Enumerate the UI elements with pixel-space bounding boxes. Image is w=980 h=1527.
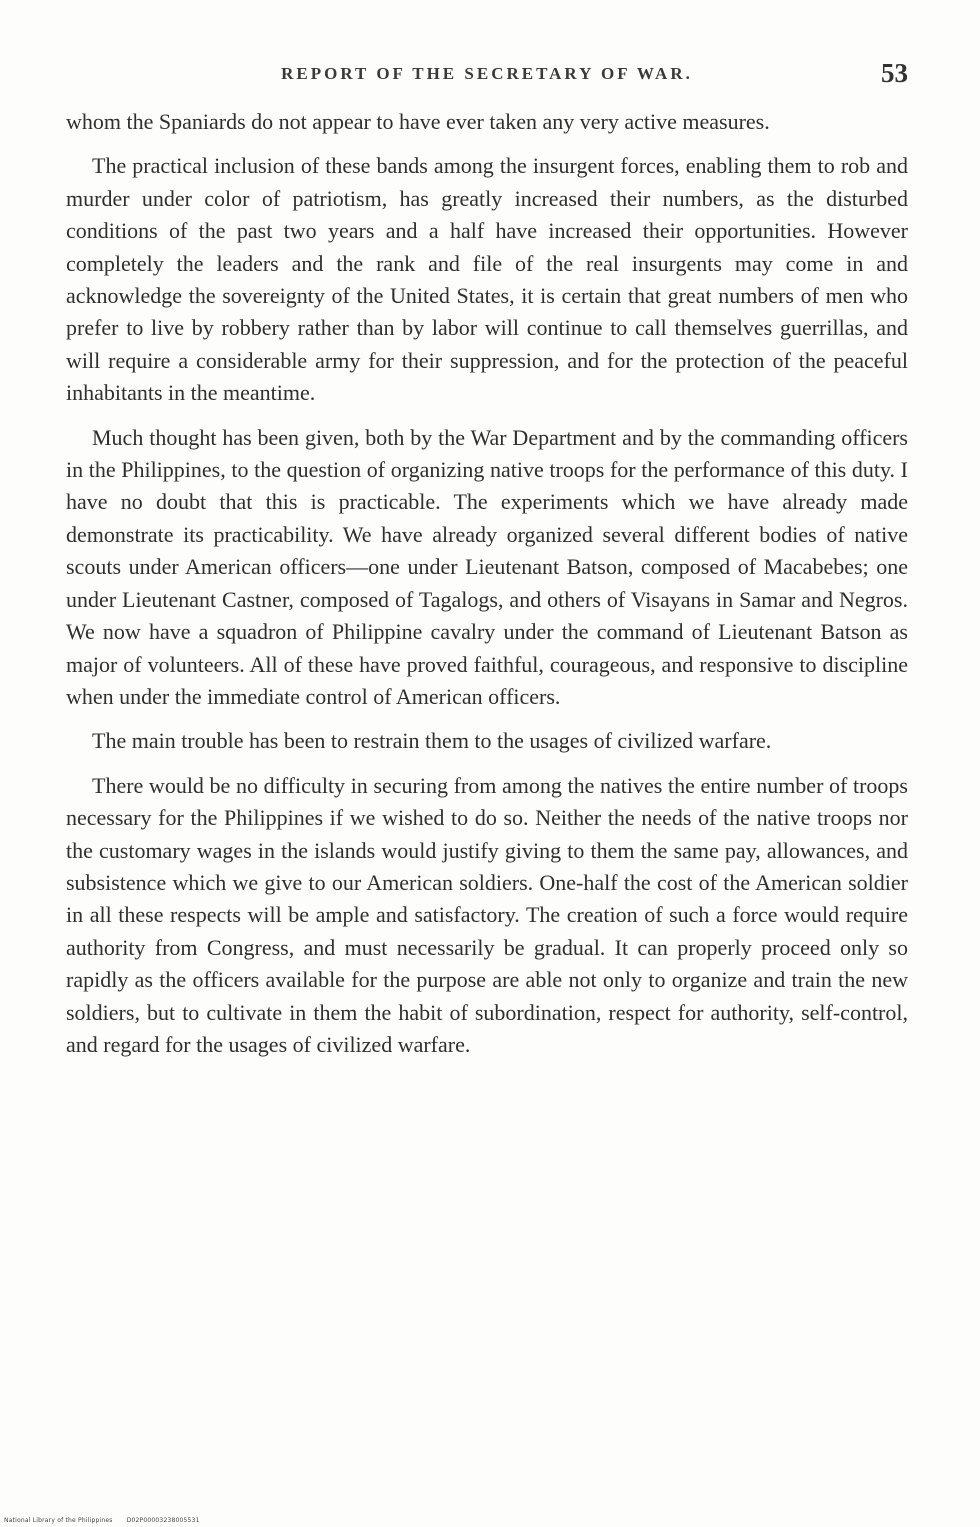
paragraph: The practical inclusion of these bands among the insurgent forces, enabling them to rob and murder under color of patriotism, has greatly increased their numbers, as the disturbed conditions of the past two years and a half have increased their opportunities. However completely the leaders and the rank and file of the real insurgents may come in and acknowledge the sovereignty of the United States, it is certain that great numbers of men who prefer to live by robbery rather than by labor will continue to call themselves guerrillas, and will require a considerable army for their suppression, and for the protection of the peaceful inhabitants in the meantime. bbox=[66, 153, 908, 406]
scan-footer bbox=[4, 1517, 212, 1524]
page-header bbox=[66, 58, 908, 92]
body-text bbox=[66, 106, 908, 1061]
paragraph: There would be no difficulty in securing from among the natives the entire number of troops necessary for the Philippines if we wished to do so. Neither the needs of the native troops nor the customary wages in the islands would justify giving to them the same pay, allowances, and subsistence which we give to our American soldiers. One-half the cost of the American soldier in all these respects will be ample and satisfactory. The creation of such a force would require authority from Congress, and must necessarily be gradual. It can properly proceed only so rapidly as the officers available for the purpose are able not only to organize and train the new soldiers, but to cultivate in them the habit of subordination, respect for authority, self-control, and regard for the usages of civilized warfare. bbox=[66, 772, 908, 1057]
paragraph: The main trouble has been to restrain them to the usages of civilized warfare. bbox=[92, 728, 772, 754]
paragraph: Much thought has been given, both by the War Department and by the commanding officers in the Philippines, to the question of organizing native troops for the performance of this duty. I have no doubt that this is practicable. The experiments which we have already made demonstrate its practicability. We have already organized several different bodies of native scouts under American officers—one under Lieutenant Batson, composed of Macabebes; one under Lieutenant Castner, composed of Tagalogs, and others of Visayans in Samar and Negros. We now have a squadron of Philippine cavalry under the command of Lieutenant Batson as major of volunteers. All of these have proved faithful, courageous, and responsive to discipline when under the immediate control of American officers. bbox=[66, 424, 908, 709]
page-number: 53 bbox=[881, 58, 908, 88]
footer-library: National Library of the Philippines bbox=[4, 1517, 113, 1524]
paragraph-continuation: whom the Spaniards do not appear to have ever taken any very active measures. bbox=[66, 109, 770, 134]
running-head: REPORT OF THE SECRETARY OF WAR. bbox=[281, 64, 693, 83]
footer-identifier: D02P00003238005531 bbox=[126, 1517, 200, 1524]
